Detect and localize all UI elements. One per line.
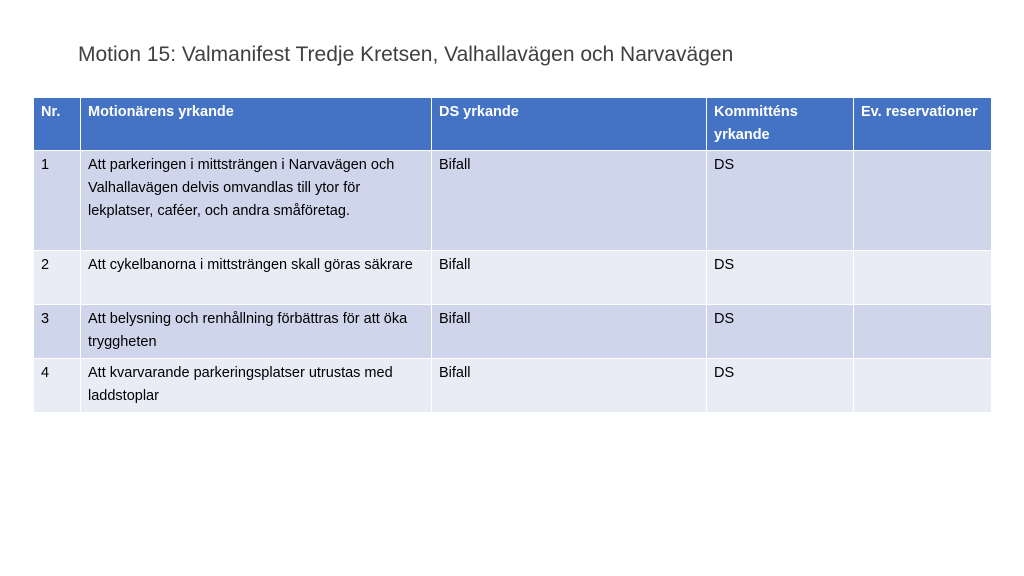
cell-motionarens-yrkande: Att cykelbanorna i mittsträngen skall göras säkrare	[81, 251, 432, 305]
header-ds-yrkande: DS yrkande	[432, 98, 707, 151]
cell-motionarens-yrkande: Att parkeringen i mittsträngen i Narvavägen och Valhallavägen delvis omvandlas till ytor för lekplatser, caféer, och andra småföretag.	[81, 151, 432, 251]
cell-nr: 2	[34, 251, 81, 305]
motion-table	[33, 97, 992, 413]
table-row	[34, 359, 992, 413]
table-header-row	[34, 98, 992, 151]
page-title: Motion 15: Valmanifest Tredje Kretsen, Valhallavägen och Narvavägen	[78, 43, 734, 66]
table-row	[34, 151, 992, 251]
cell-ds-yrkande: Bifall	[432, 305, 707, 359]
cell-kommittens-yrkande: DS	[707, 151, 854, 251]
cell-kommittens-yrkande: DS	[707, 305, 854, 359]
header-ev-reservationer: Ev. reservationer	[854, 98, 992, 151]
cell-ds-yrkande: Bifall	[432, 359, 707, 413]
cell-nr: 1	[34, 151, 81, 251]
table-row	[34, 251, 992, 305]
cell-kommittens-yrkande: DS	[707, 359, 854, 413]
cell-ev-reservationer	[854, 251, 992, 305]
cell-ev-reservationer	[854, 305, 992, 359]
table-row	[34, 305, 992, 359]
header-motionarens-yrkande: Motionärens yrkande	[81, 98, 432, 151]
cell-nr: 4	[34, 359, 81, 413]
header-nr: Nr.	[34, 98, 81, 151]
cell-ev-reservationer	[854, 151, 992, 251]
cell-ev-reservationer	[854, 359, 992, 413]
header-kommittens-yrkande: Kommitténs yrkande	[707, 98, 854, 151]
cell-motionarens-yrkande: Att belysning och renhållning förbättras för att öka tryggheten	[81, 305, 432, 359]
cell-kommittens-yrkande: DS	[707, 251, 854, 305]
cell-ds-yrkande: Bifall	[432, 251, 707, 305]
cell-ds-yrkande: Bifall	[432, 151, 707, 251]
cell-nr: 3	[34, 305, 81, 359]
cell-motionarens-yrkande: Att kvarvarande parkeringsplatser utrustas med laddstoplar	[81, 359, 432, 413]
